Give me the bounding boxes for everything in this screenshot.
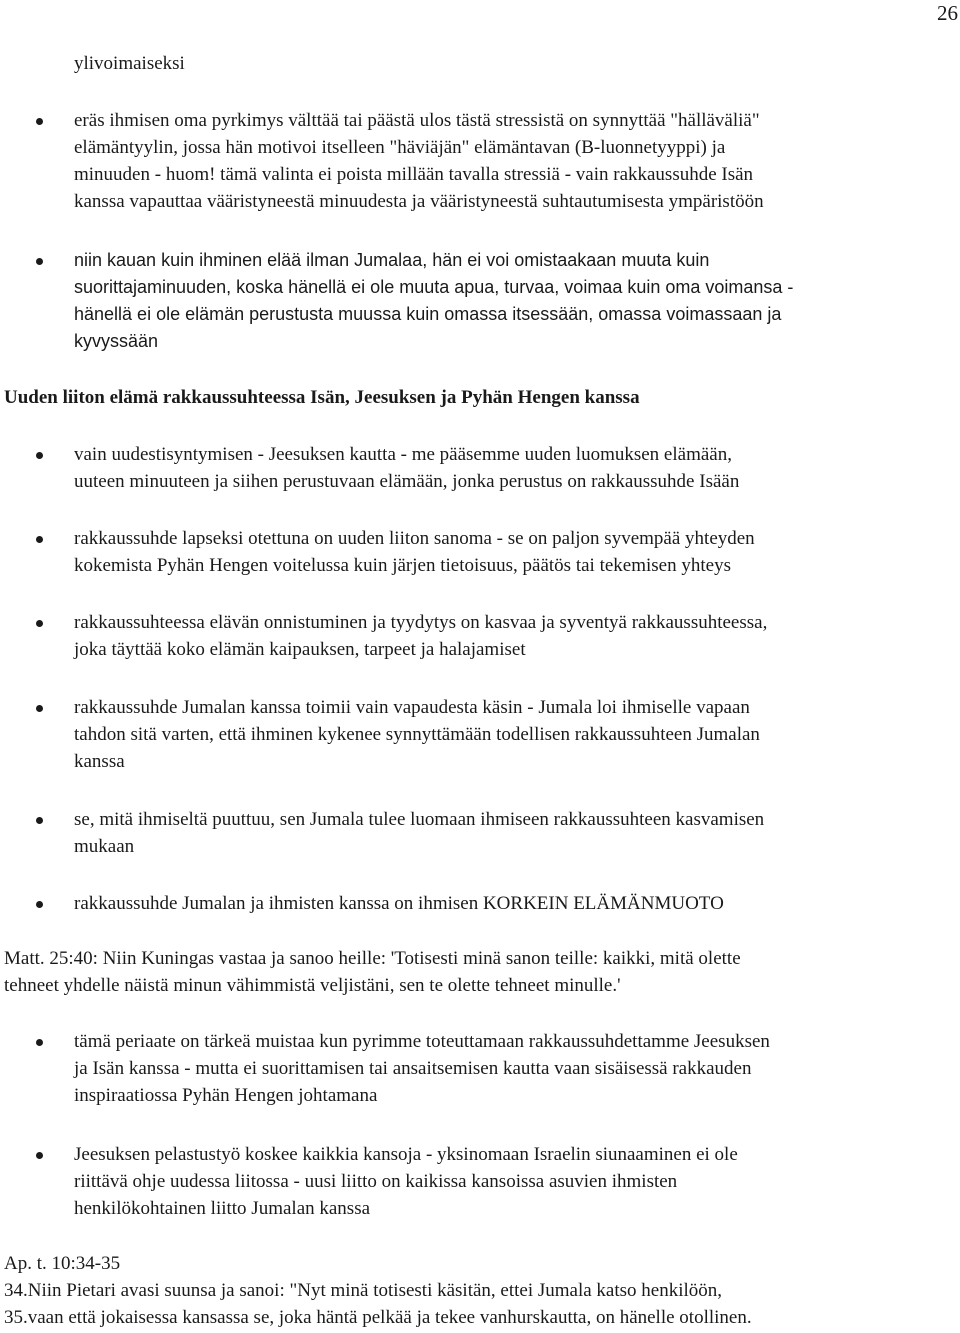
- bullet-icon: [36, 705, 43, 712]
- text-line: rakkaussuhteessa elävän onnistuminen ja tyydytys on kasvaa ja syventyä rakkaussuhteessa,: [74, 612, 768, 633]
- text-line: vain uudestisyntymisen - Jeesuksen kautta - me pääsemme uuden luomuksen elämään,: [74, 444, 732, 465]
- text-line: suorittajaminuuden, koska hänellä ei ole muuta apua, turvaa, voimaa kuin oma voimansa -: [74, 277, 794, 297]
- list-item: [74, 107, 958, 215]
- bullet-icon: [36, 1152, 43, 1159]
- text-line: kokemista Pyhän Hengen voitelussa kuin järjen tietoisuus, päätös tai tekemisen yhteys: [74, 555, 731, 576]
- text-line: henkilökohtainen liitto Jumalan kanssa: [74, 1198, 371, 1219]
- text-line: kyvyssään: [74, 331, 159, 351]
- list-item: [74, 1141, 958, 1222]
- text-line: Jeesuksen pelastustyö koskee kaikkia kansoja - yksinomaan Israelin siunaaminen ei ole: [74, 1144, 738, 1165]
- text-line: Matt. 25:40: Niin Kuningas vastaa ja sanoo heille: 'Totisesti minä sanon teille: kaikki, mitä olette: [4, 948, 741, 969]
- text-line: joka täyttää koko elämän kaipauksen, tarpeet ja halajamiset: [74, 639, 526, 660]
- top-line: ylivoimaiseksi: [74, 53, 185, 74]
- text-line: tämä periaate on tärkeä muistaa kun pyrimme toteuttamaan rakkaussuhdettamme Jeesuksen: [74, 1031, 770, 1052]
- text-line: se, mitä ihmiseltä puuttuu, sen Jumala tulee luomaan ihmiseen rakkaussuhteen kasvamisen: [74, 809, 765, 830]
- text-line: ja Isän kanssa - mutta ei suorittamisen tai ansaitsemisen kautta vaan sisäisessä rakkauden: [74, 1058, 752, 1079]
- page-number: 26: [937, 1, 958, 25]
- quote-matthew: [4, 945, 958, 999]
- text-line: kanssa: [74, 751, 125, 772]
- bullet-icon: [36, 536, 43, 543]
- list-item: [74, 694, 958, 775]
- text-line: niin kauan kuin ihminen elää ilman Jumalaa, hän ei voi omistaakaan muuta kuin: [74, 250, 710, 270]
- text-line: mukaan: [74, 836, 135, 857]
- text-line: rakkaussuhde lapseksi otettuna on uuden liiton sanoma - se on paljon syvempää yhteyden: [74, 528, 755, 549]
- list-item: [74, 247, 958, 355]
- text-line: hänellä ei ole elämän perustusta muussa kuin omassa itsessään, omassa voimassaan ja: [74, 304, 782, 324]
- text-line: tahdon sitä varten, että ihminen kykenee synnyttämään todellisen rakkaussuhteen Jumalan: [74, 724, 760, 745]
- bullet-icon: [36, 1039, 43, 1046]
- bullet-icon: [36, 452, 43, 459]
- text-line: eräs ihmisen oma pyrkimys välttää tai päästä ulos tästä stressistä on synnyttää "hälläväliä": [74, 110, 760, 131]
- list-item: [74, 441, 958, 495]
- bible-reference: Ap. t. 10:34-35: [4, 1253, 121, 1274]
- list-item: [74, 609, 958, 663]
- text-line: minuuden - huom! tämä valinta ei poista millään tavalla stressiä - vain rakkaussuhde Isän: [74, 164, 754, 185]
- bullet-icon: [36, 620, 43, 627]
- text-line: elämäntyylin, jossa hän motivoi itselleen "häviäjän" elämäntavan (B-luonnetyyppi) ja: [74, 137, 726, 158]
- list-item: [74, 1028, 958, 1109]
- list-item: [74, 525, 958, 579]
- bullet-icon: [36, 817, 43, 824]
- list-item: [74, 806, 958, 860]
- section-heading: Uuden liiton elämä rakkaussuhteessa Isän, Jeesuksen ja Pyhän Hengen kanssa: [4, 387, 640, 408]
- text-line: kanssa vapauttaa vääristyneestä minuudesta ja vääristyneestä suhtautumisesta ympäristöön: [74, 191, 764, 212]
- text-line: rakkaussuhde Jumalan ja ihmisten kanssa on ihmisen KORKEIN ELÄMÄNMUOTO: [74, 893, 724, 914]
- verses: [4, 1277, 958, 1331]
- bullet-icon: [36, 258, 43, 265]
- text-line: inspiraatiossa Pyhän Hengen johtamana: [74, 1085, 378, 1106]
- text-line: riittävä ohje uudessa liitossa - uusi liitto on kaikissa kansoissa asuvien ihmisten: [74, 1171, 678, 1192]
- text-line: rakkaussuhde Jumalan kanssa toimii vain vapaudesta käsin - Jumala loi ihmiselle vapaan: [74, 697, 750, 718]
- bullet-icon: [36, 118, 43, 125]
- verse-34: 34.Niin Pietari avasi suunsa ja sanoi: "Nyt minä totisesti käsitän, ettei Jumala katso henkilöön,: [4, 1280, 723, 1301]
- bullet-icon: [36, 901, 43, 908]
- text-line: uuteen minuuteen ja siihen perustuvaan elämään, jonka perustus on rakkaussuhde Isään: [74, 471, 740, 492]
- text-line: tehneet yhdelle näistä minun vähimmistä veljistäni, sen te olette tehneet minulle.': [4, 975, 621, 996]
- list-item: [74, 890, 958, 917]
- verse-35: 35.vaan että jokaisessa kansassa se, joka häntä pelkää ja tekee vanhurskautta, on hänelle otollinen.: [4, 1307, 752, 1328]
